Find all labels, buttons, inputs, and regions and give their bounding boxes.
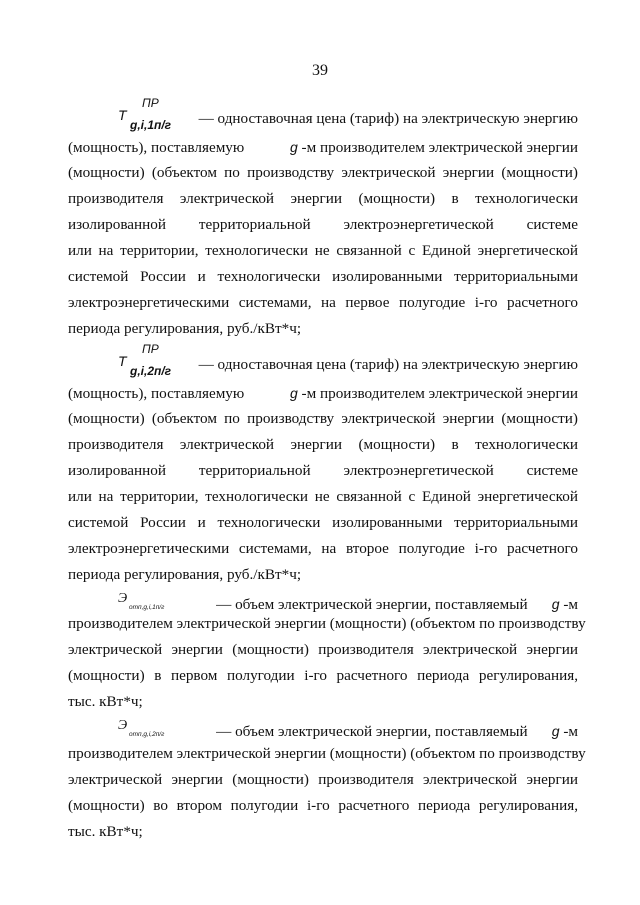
text: — объем электрической энергии, поставляемый [216, 723, 528, 740]
page-number: 39 [312, 62, 328, 79]
p2-line-7: системой России и технологически изолированными территориальными [68, 514, 578, 531]
text: — объем электрической энергии, поставляемый [216, 596, 528, 613]
symbol-subscript: отп,g,i,1п/г [129, 604, 165, 611]
p4-line-1 [118, 716, 578, 742]
symbol-subscript: отп,g,i,2п/г [129, 731, 165, 738]
p3-line-2: производителем электрической энергии (мощности) (объектом по производству [68, 615, 586, 632]
p3-line-3: электрической энергии (мощности) производителя электрической энергии [68, 641, 578, 658]
p2-line-1 [118, 342, 578, 378]
text: -м [563, 723, 578, 740]
p4-line-2: производителем электрической энергии (мощности) (объектом по производству [68, 745, 586, 762]
p2-line-4: производителя электрической энергии (мощности) в технологически [68, 436, 578, 453]
p1-line-8: электроэнергетическими системами, на первое полугодие i-го расчетного [68, 294, 578, 311]
p4-line-3: электрической энергии (мощности) производителя электрической энергии [68, 771, 578, 788]
p1-line-4: производителя электрической энергии (мощности) в технологически [68, 190, 578, 207]
text: -м производителем электрической энергии [301, 139, 578, 156]
text: — одноставочная цена (тариф) на электрическую энергию [198, 356, 578, 373]
p2-line-2 [68, 383, 578, 404]
p3-line-1 [118, 589, 578, 615]
p1-line-9: периода регулирования, руб./кВт*ч; [68, 320, 302, 337]
p2-line-6: или на территории, технологически не связанной с Единой энергетической [68, 488, 578, 505]
p3-line-5: тыс. кВт*ч; [68, 693, 143, 710]
volume-symbol-first-half [118, 589, 192, 609]
p4-line-4: (мощности) во втором полугодии i-го расчетного периода регулирования, [68, 797, 578, 814]
p2-line-3: (мощности) (объектом по производству электрической энергии (мощности) [68, 410, 578, 427]
variable-g: g [551, 596, 560, 612]
p1-line-6: или на территории, технологически не связанной с Единой энергетической [68, 242, 578, 259]
p2-line-9: периода регулирования, руб./кВт*ч; [68, 566, 302, 583]
text: — одноставочная цена (тариф) на электрическую энергию [198, 110, 578, 127]
p1-line-3: (мощности) (объектом по производству электрической энергии (мощности) [68, 164, 578, 181]
text: (мощность), поставляемую [68, 385, 245, 402]
symbol-base: T [118, 107, 127, 123]
tariff-symbol-second-half [118, 342, 192, 378]
variable-g: g [289, 139, 298, 155]
p1-line-7: системой России и технологически изолированными территориальными [68, 268, 578, 285]
p2-line-8: электроэнергетическими системами, на второе полугодие i-го расчетного [68, 540, 578, 557]
text: (мощность), поставляемую [68, 139, 245, 156]
symbol-base: T [118, 353, 127, 369]
symbol-subscript: g,i,1п/г [130, 118, 172, 132]
symbol-base: Э [118, 718, 128, 733]
p1-line-5: изолированной территориальной электроэнергетической системе [68, 216, 578, 233]
symbol-superscript: ПР [142, 96, 159, 110]
text: -м [563, 596, 578, 613]
p4-line-5: тыс. кВт*ч; [68, 823, 143, 840]
tariff-symbol-first-half [118, 96, 192, 132]
variable-g: g [289, 385, 298, 401]
symbol-superscript: ПР [142, 342, 159, 356]
symbol-base: Э [118, 591, 128, 606]
text: -м производителем электрической энергии [301, 385, 578, 402]
p3-line-4: (мощности) в первом полугодии i-го расчетного периода регулирования, [68, 667, 578, 684]
p2-line-5: изолированной территориальной электроэнергетической системе [68, 462, 578, 479]
symbol-subscript: g,i,2п/г [130, 364, 172, 378]
variable-g: g [551, 723, 560, 739]
p1-line-2 [68, 137, 578, 158]
p1-line-1 [118, 96, 578, 132]
volume-symbol-second-half [118, 716, 192, 736]
